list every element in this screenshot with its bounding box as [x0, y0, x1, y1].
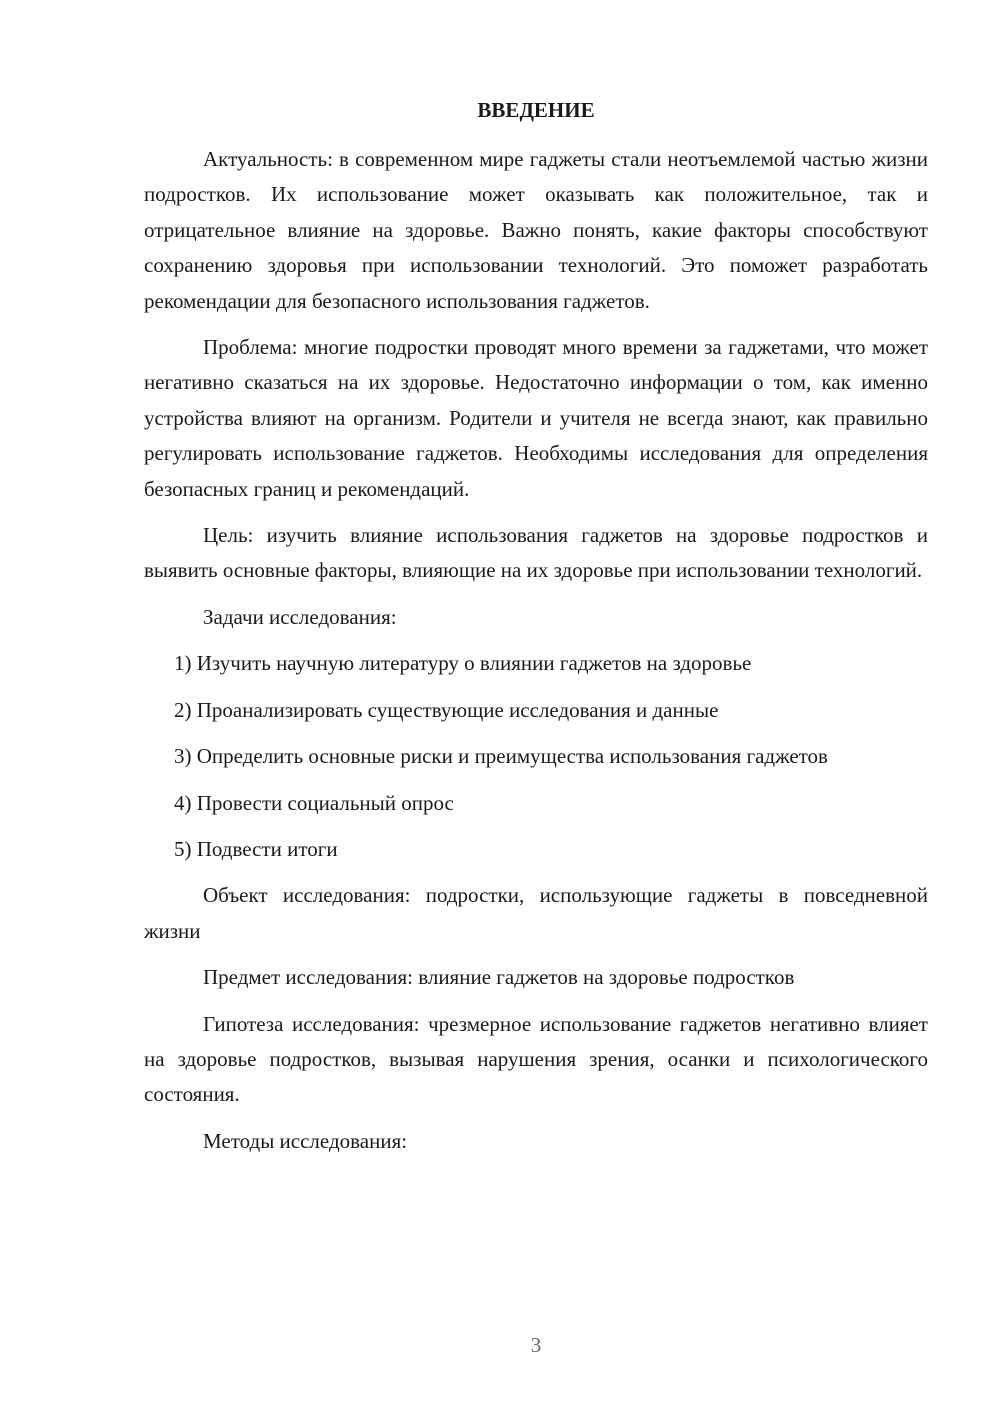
- document-page: [144, 92, 928, 1170]
- page-number: 3: [530, 1333, 542, 1357]
- section-title: ВВЕДЕНИЕ: [477, 98, 595, 122]
- paragraph-problem: Проблема: многие подростки проводят много времени за гаджетами, что может негативно сказаться на их здоровье. Недостаточно информации о том, как именно устройства влияют на организм. Родители и учителя не всегда знают, как правильно регулировать использование гаджетов. Необходимы исследования для определения безопасных границ и рекомендаций.: [144, 335, 928, 501]
- paragraph-tasks-heading: Задачи исследования:: [203, 604, 397, 629]
- task-item-4: 4) Провести социальный опрос: [174, 790, 454, 815]
- paragraph-object: Объект исследования: подростки, использующие гаджеты в повседневной жизни: [144, 883, 928, 943]
- task-item-5: 5) Подвести итоги: [174, 836, 338, 861]
- paragraph-methods: Методы исследования:: [203, 1128, 408, 1153]
- task-item-2: 2) Проанализировать существующие исследования и данные: [174, 697, 719, 722]
- task-item-1: 1) Изучить научную литературу о влиянии гаджетов на здоровье: [174, 651, 752, 676]
- paragraph-relevance: Актуальность: в современном мире гаджеты стали неотъемлемой частью жизни подростков. Их использование может оказывать как положительное, так и отрицательное влияние на здоровье. Важно понять, какие факторы способствуют сохранению здоровья при использовании технологий. Это поможет разработать рекомендации для безопасного использования гаджетов.: [144, 147, 928, 313]
- paragraph-hypothesis: Гипотеза исследования: чрезмерное использование гаджетов негативно влияет на здоровье подростков, вызывая нарушения зрения, осанки и психологического состояния.: [144, 1011, 928, 1107]
- paragraph-subject: Предмет исследования: влияние гаджетов на здоровье подростков: [203, 965, 795, 990]
- task-item-3: 3) Определить основные риски и преимущества использования гаджетов: [174, 744, 828, 769]
- paragraph-goal: Цель: изучить влияние использования гаджетов на здоровье подростков и выявить основные факторы, влияющие на их здоровье при использовании технологий.: [144, 523, 928, 583]
